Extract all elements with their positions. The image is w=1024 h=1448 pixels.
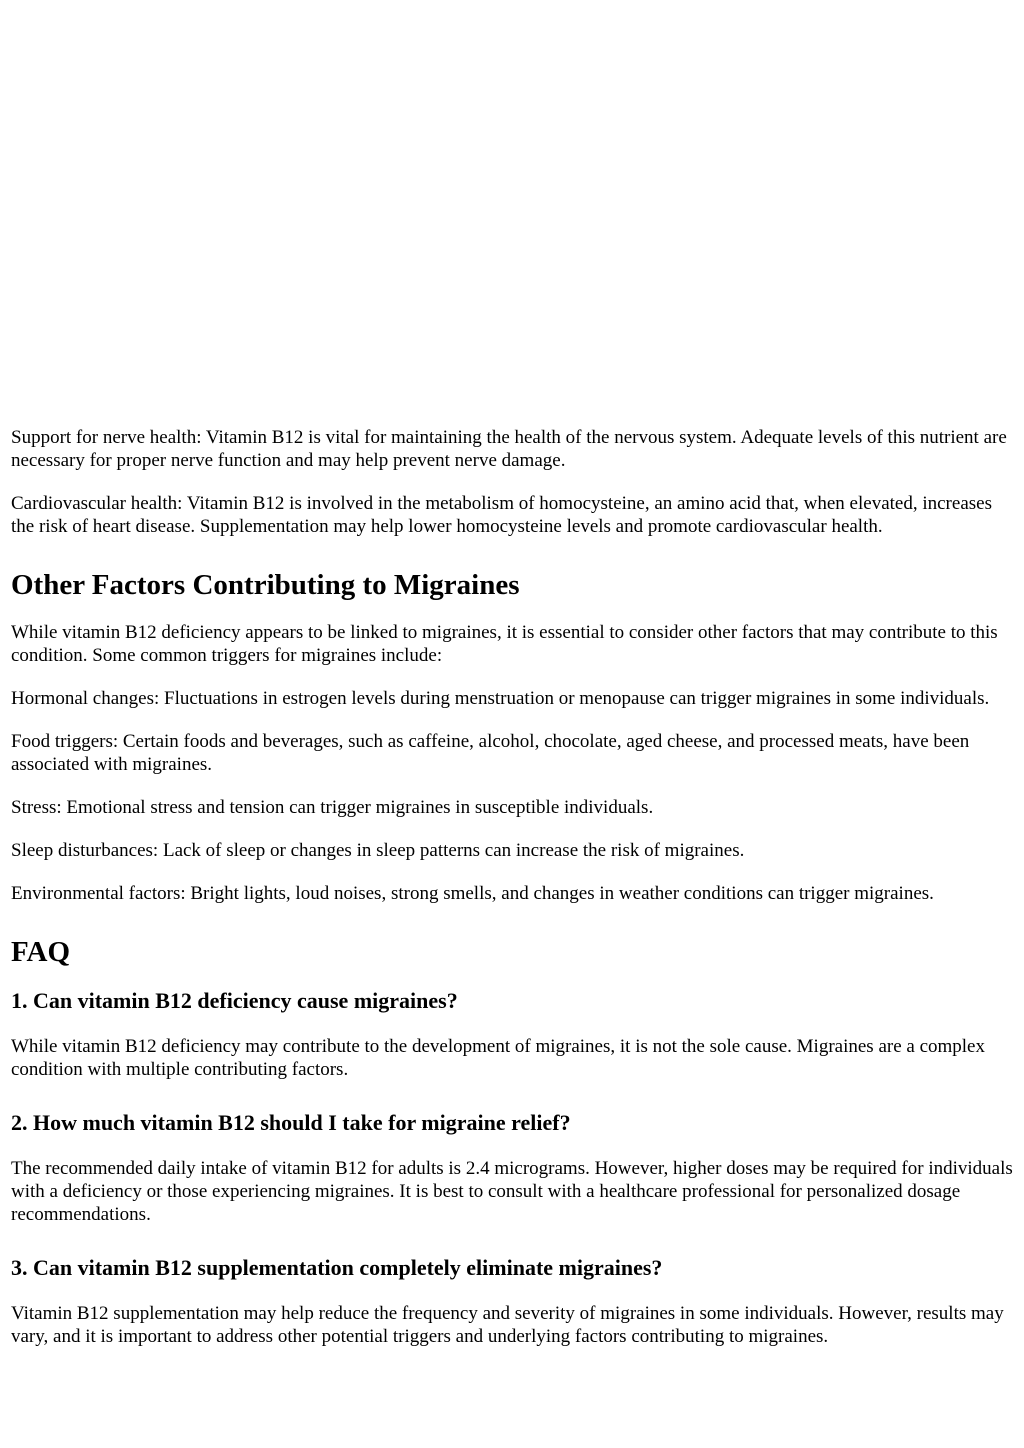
cardiovascular-health-paragraph: Cardiovascular health: Vitamin B12 is involved in the metabolism of homocysteine, an amino acid that, when elevated, increases the risk of heart disease. Supplementation may help lower homocysteine levels and promote cardiovascular health. bbox=[11, 493, 992, 537]
faq-heading: FAQ bbox=[11, 936, 71, 968]
factors-heading: Other Factors Contributing to Migraines bbox=[11, 569, 520, 601]
factors-intro-paragraph: While vitamin B12 deficiency appears to be linked to migraines, it is essential to consider other factors that may contribute to this condition. Some common triggers for migraines include: bbox=[11, 622, 998, 666]
factor-hormonal-changes: Hormonal changes: Fluctuations in estrogen levels during menstruation or menopause can trigger migraines in some individuals. bbox=[11, 688, 990, 709]
article-body bbox=[11, 426, 1014, 1368]
faq-answer-3: Vitamin B12 supplementation may help reduce the frequency and severity of migraines in some individuals. However, results may vary, and it is important to address other potential triggers and underlying factors contributing to migraines. bbox=[11, 1303, 1004, 1347]
faq-answer-1: While vitamin B12 deficiency may contribute to the development of migraines, it is not the sole cause. Migraines are a complex condition with multiple contributing factors. bbox=[11, 1036, 985, 1080]
factor-sleep-disturbances: Sleep disturbances: Lack of sleep or changes in sleep patterns can increase the risk of migraines. bbox=[11, 840, 745, 861]
faq-question-1: 1. Can vitamin B12 deficiency cause migraines? bbox=[11, 988, 458, 1013]
faq-question-2: 2. How much vitamin B12 should I take for migraine relief? bbox=[11, 1110, 571, 1135]
factor-food-triggers: Food triggers: Certain foods and beverages, such as caffeine, alcohol, chocolate, aged cheese, and processed meats, have been associated with migraines. bbox=[11, 731, 970, 775]
faq-answer-2: The recommended daily intake of vitamin B12 for adults is 2.4 micrograms. However, higher doses may be required for individuals with a deficiency or those experiencing migraines. It is best to consult with a healthcare professional for personalized dosage recommendations. bbox=[11, 1158, 1013, 1225]
factor-stress: Stress: Emotional stress and tension can trigger migraines in susceptible individuals. bbox=[11, 797, 654, 818]
faq-question-3: 3. Can vitamin B12 supplementation completely eliminate migraines? bbox=[11, 1255, 663, 1280]
nerve-health-paragraph: Support for nerve health: Vitamin B12 is vital for maintaining the health of the nervous system. Adequate levels of this nutrient are necessary for proper nerve function and may help prevent nerve damage. bbox=[11, 427, 1007, 471]
factor-environmental: Environmental factors: Bright lights, loud noises, strong smells, and changes in weather conditions can trigger migraines. bbox=[11, 883, 934, 904]
